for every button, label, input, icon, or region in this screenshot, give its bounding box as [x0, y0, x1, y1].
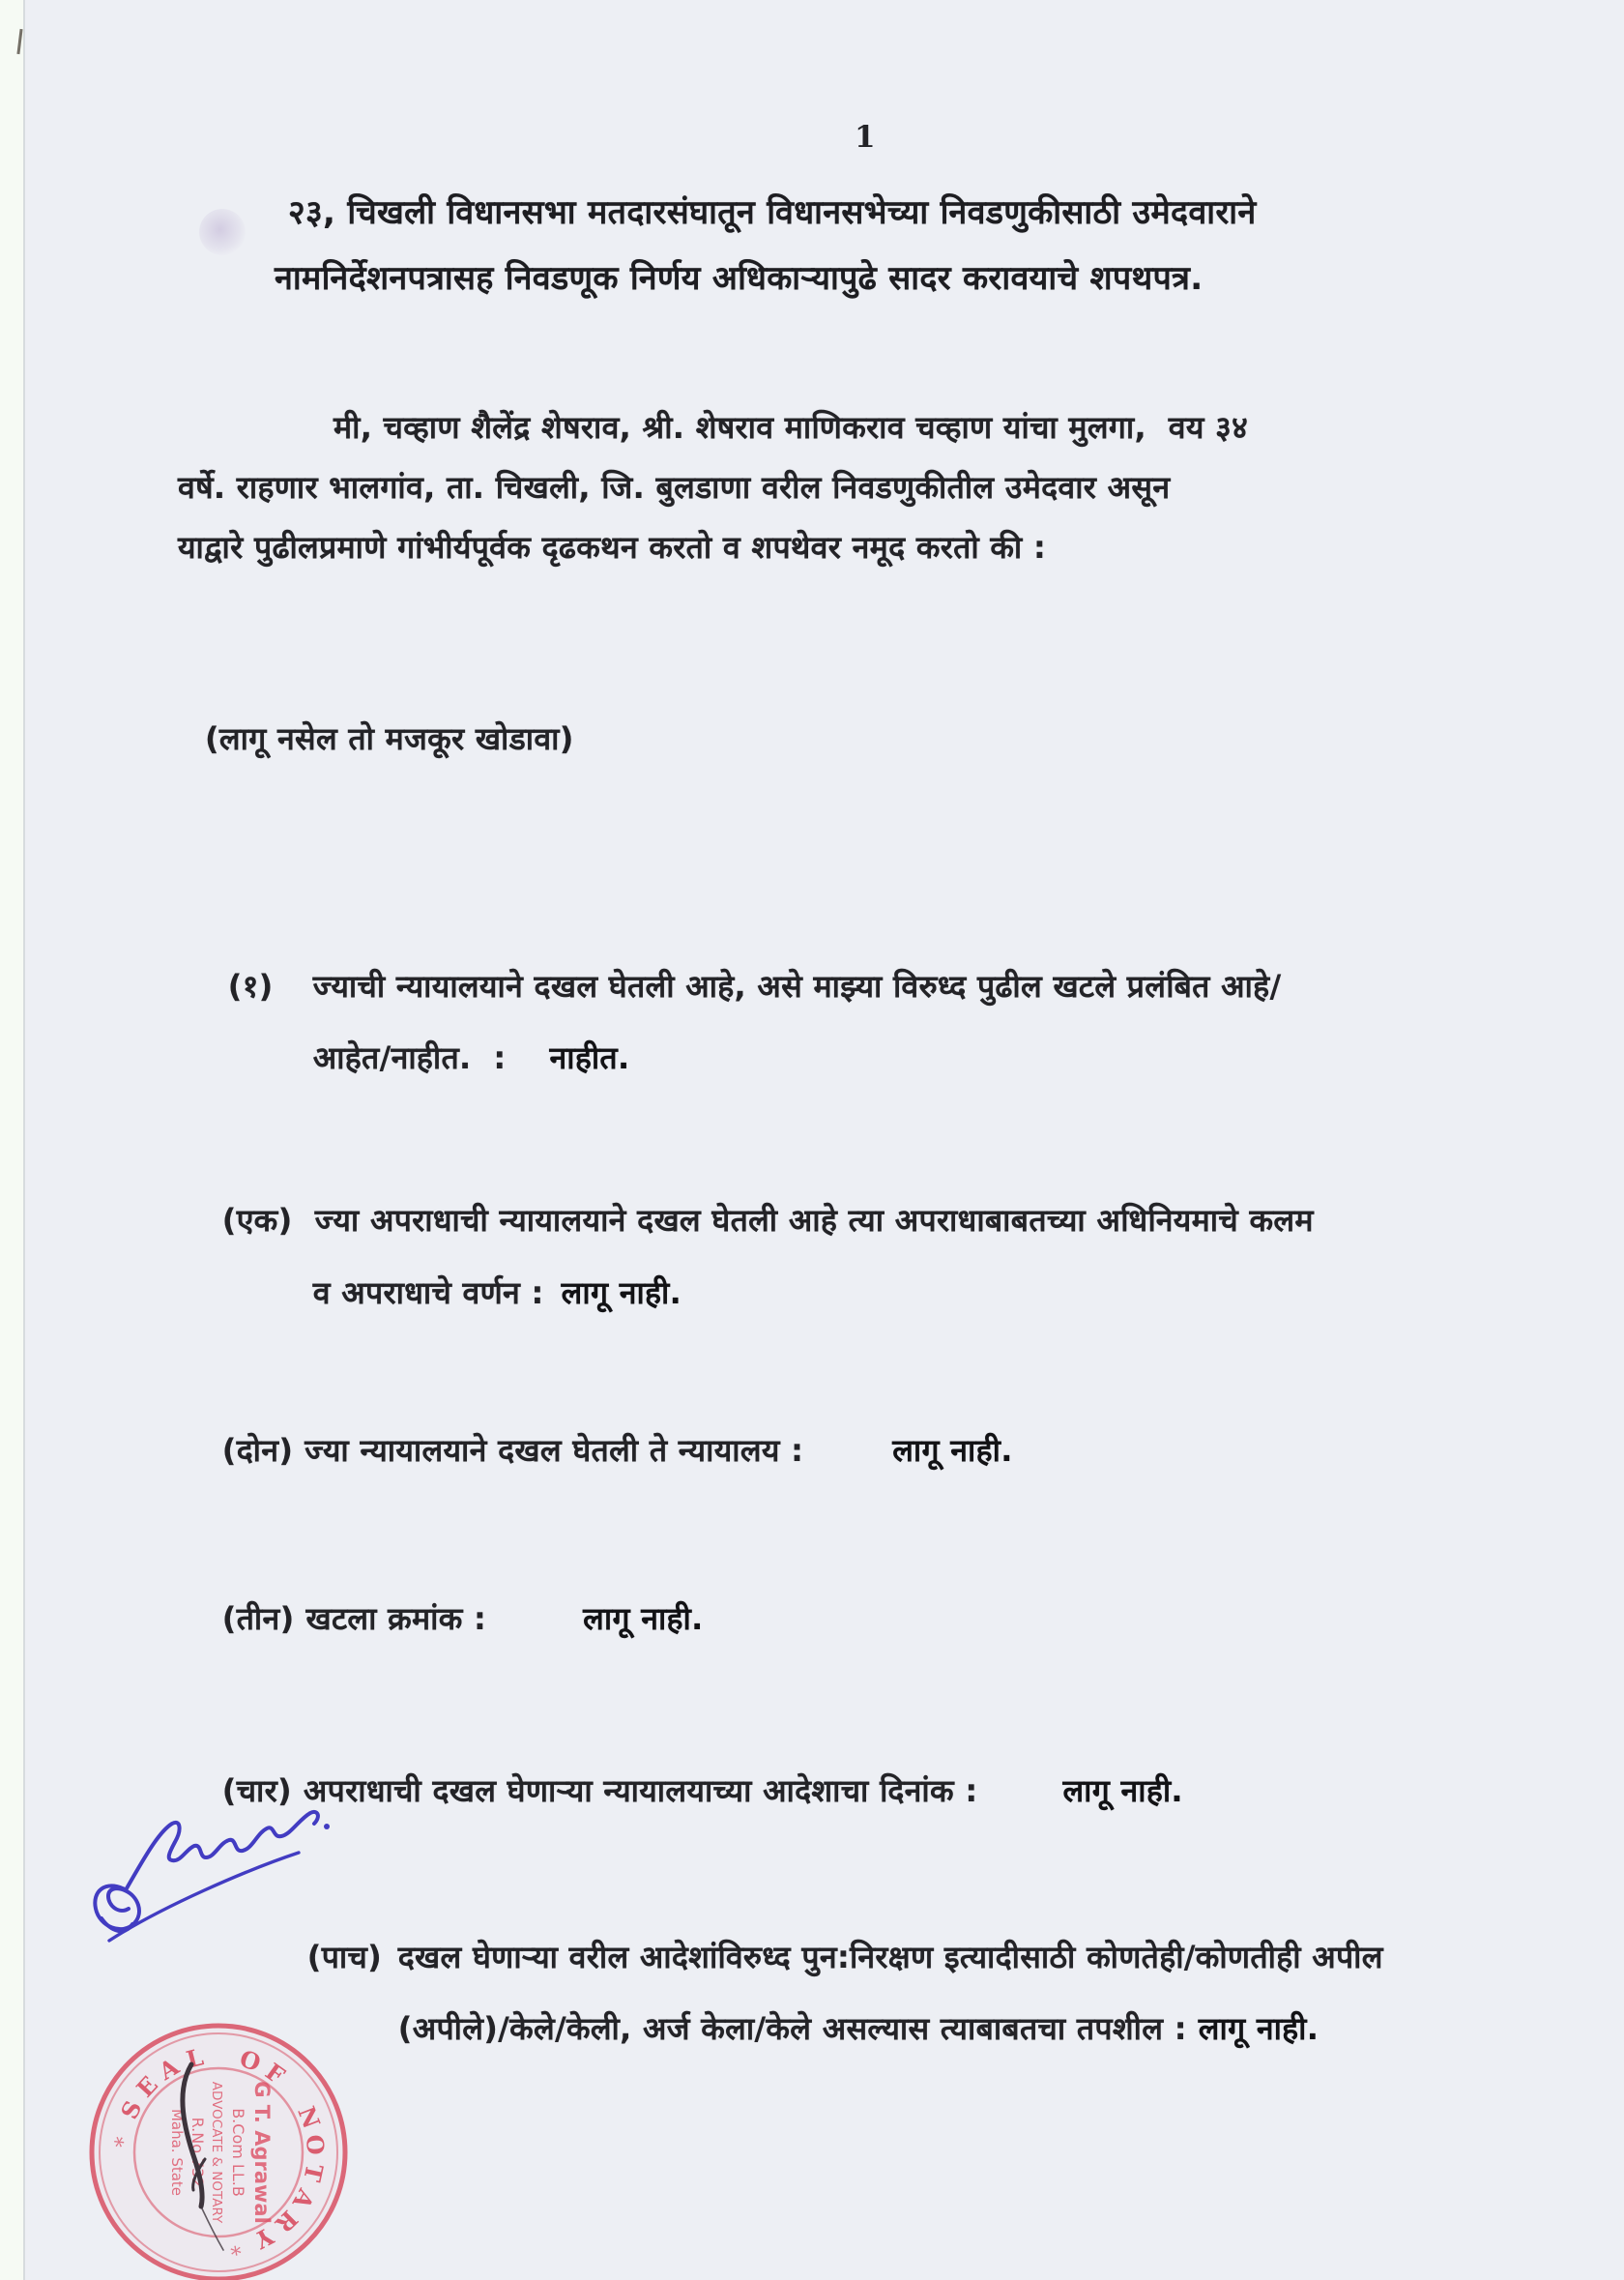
strike-out-note: (लागू नसेल तो मजकूर खोडावा): [205, 720, 574, 757]
item-6-line2-prefix: (अपीले)/केले/केली, अर्ज केला/केले असल्यास त्याबाबतचा तपशील :: [397, 2010, 1187, 2048]
seal-ring-char: A: [286, 2184, 321, 2214]
candidate-signature: [82, 1791, 353, 1960]
item-6-line-2: [354, 1967, 1319, 2092]
seal-ring-char: F: [260, 2057, 291, 2090]
spacer: [1187, 2038, 1199, 2039]
spacer: [507, 1067, 550, 1068]
item-1-value: नाहीत.: [549, 1039, 630, 1077]
seal-ring-char: L: [183, 2042, 207, 2074]
page-number: 1: [855, 120, 876, 155]
item-6-text: दखल घेणाऱ्या वरील आदेशांविरुध्द पुन:निरक्षण इत्यादीसाठी कोणतेही/कोणतीही अपील: [397, 1939, 1383, 1976]
item-1-label: (१): [227, 968, 274, 1006]
item-3-text: ज्या न्यायालयाने दखल घेतली ते न्यायालय :: [304, 1432, 804, 1470]
intro-line-1: मी, चव्हाण शैलेंद्र शेषराव, श्री. शेषराव माणिकराव चव्हाण यांचा मुलगा, वय ३४: [334, 409, 1249, 446]
seal-ring-char: A: [154, 2052, 185, 2086]
seal-ring-star: *: [111, 2135, 137, 2149]
signature-script: [127, 1812, 318, 1888]
item-6-label: (पाच): [306, 1939, 382, 1976]
seal-degree: B.Com LL.B: [229, 2108, 247, 2197]
spacer: [803, 1460, 892, 1461]
spacer: [544, 1302, 562, 1303]
signature-dot: [324, 1824, 330, 1829]
item-2-value: लागू नाही.: [561, 1274, 682, 1312]
seal-state: Maha. State: [168, 2108, 186, 2197]
seal-ring-char: R: [270, 2205, 304, 2238]
spacer: [977, 1800, 1062, 1801]
item-5-text: अपराधाची दखल घेणाऱ्या न्यायालयाच्या आदेशाचा दिनांक :: [303, 1772, 978, 1810]
heading-line-2: नामनिर्देशनपत्रासह निवडणूक निर्णय अधिकाऱ्यापुढे सादर करावयाचे शपथपत्र.: [275, 259, 1204, 298]
intro-line-3: याद्वारे पुढीलप्रमाणे गांभीर्यपूर्वक दृढकथन करतो व शपथेवर नमूद करतो की :: [178, 529, 1047, 566]
item-4-label: (तीन): [221, 1600, 295, 1638]
seal-ring-star: *: [227, 2233, 243, 2260]
item-1-line-2: [269, 996, 629, 1122]
item-6-value: लागू नाही.: [1198, 2010, 1320, 2048]
seal-ring-char: E: [130, 2070, 163, 2103]
seal-ring-char: Y: [249, 2221, 278, 2255]
item-2-line-2: [269, 1231, 682, 1357]
seal-name: G T. Agrawal: [250, 2081, 274, 2224]
item-2-line2-prefix: व अपराधाचे वर्णन :: [312, 1274, 544, 1312]
item-3-value: लागू नाही.: [892, 1432, 1013, 1470]
seal-ring-char: O: [236, 2043, 265, 2078]
seal-ring-char: N: [292, 2102, 327, 2133]
item-1-line2-prefix: आहेत/नाहीत. :: [312, 1039, 507, 1077]
item-3-line: [178, 1388, 1013, 1514]
spacer: [486, 1628, 583, 1629]
seal-title: ADVOCATE & NOTARY: [209, 2081, 224, 2224]
item-4-line: [178, 1557, 704, 1682]
seal-ring-char: S: [114, 2095, 148, 2124]
heading-line-1: २३, चिखली विधानसभा मतदारसंघातून विधानसभेच्या निवडणुकीसाठी उमेदवाराने: [288, 193, 1257, 232]
seal-regno: R.No.732: [188, 2117, 207, 2188]
item-2-label: (एक): [221, 1202, 293, 1240]
item-5-value: लागू नाही.: [1062, 1772, 1183, 1810]
item-2-text: ज्या अपराधाची न्यायालयाने दखल घेतली आहे त्या अपराधाबाबतच्या अधिनियमाचे कलम: [314, 1202, 1314, 1240]
item-4-value: लागू नाही.: [583, 1600, 704, 1638]
item-4-text: खटला क्रमांक :: [305, 1600, 487, 1638]
ink-smudge: [199, 209, 246, 255]
seal-ring-char: O: [300, 2133, 331, 2156]
notary-seal: [58, 2016, 387, 2280]
item-5-label: (चार): [221, 1772, 292, 1810]
item-1-text: ज्याची न्यायालयाने दखल घेतली आहे, असे माझ्या विरुध्द पुढील खटले प्रलंबित आहे/: [312, 968, 1282, 1006]
scanner-edge-strip: [0, 0, 23, 2280]
item-3-label: (दोन): [221, 1432, 294, 1470]
intro-line-2: वर्षे. राहणार भालगांव, ता. चिखली, जि. बुलडाणा वरील निवडणुकीतील उमेदवार असून: [178, 469, 1171, 506]
seal-ring-char: T: [298, 2161, 330, 2184]
paper-edge-line: [23, 0, 25, 2280]
